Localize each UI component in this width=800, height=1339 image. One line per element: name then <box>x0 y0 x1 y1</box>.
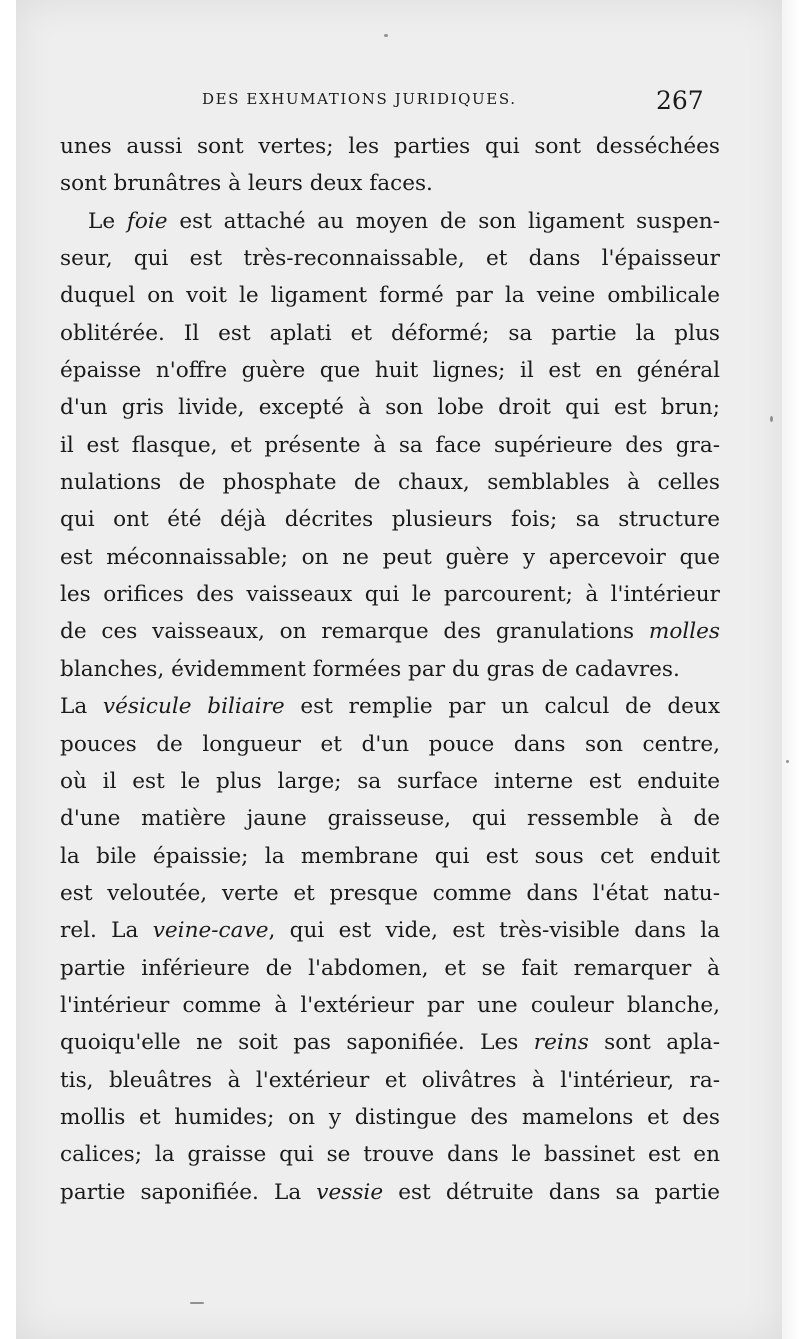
text-line <box>60 875 720 912</box>
text-segment: est détruite dans sa partie <box>383 1179 720 1205</box>
text-segment: , qui est vide, est très-visible dans la <box>268 918 720 944</box>
text-segment: d'une matière jaune graisseuse, qui ressemble à de <box>60 806 720 832</box>
text-segment: où il est le plus large; sa surface interne est enduite <box>60 768 720 794</box>
text-segment: La <box>60 694 103 720</box>
italic-term: vésicule biliaire <box>102 694 285 720</box>
text-segment: qui ont été déjà décrites plusieurs fois; sa structure <box>60 507 720 533</box>
text-segment: duquel on voit le ligament formé par la veine ombilicale <box>60 283 720 309</box>
text-line <box>60 501 720 538</box>
text-segment: blanches, évidemment formées par du gras de cadavres. <box>60 656 680 682</box>
text-segment: partie saponifiée. La <box>60 1179 317 1205</box>
text-segment: rel. La <box>60 918 153 944</box>
text-line <box>60 688 720 725</box>
print-speck <box>786 760 789 763</box>
text-segment: la bile épaissie; la membrane qui est sous cet enduit <box>60 843 720 869</box>
text-segment: unes aussi sont vertes; les parties qui sont desséchées <box>60 134 720 159</box>
text-segment: pouces de longueur et d'un pouce dans son centre, <box>60 731 720 757</box>
text-line <box>60 240 720 277</box>
text-line <box>60 912 720 949</box>
italic-term: foie <box>126 208 168 234</box>
text-segment: est remplie par un calcul de deux <box>284 694 721 720</box>
text-segment: d'un gris livide, excepté à son lobe droit qui est brun; <box>60 395 720 421</box>
print-speck <box>384 34 388 37</box>
text-segment: les orifices des vaisseaux qui le parcourent; à l'intérieur <box>60 582 720 608</box>
text-line <box>60 389 720 426</box>
body-text <box>60 128 720 1211</box>
print-speck <box>190 1302 204 1304</box>
text-line <box>60 613 720 650</box>
text-line <box>60 651 720 688</box>
text-line <box>60 950 720 987</box>
text-line <box>60 763 720 800</box>
text-line <box>60 165 720 202</box>
italic-term: reins <box>533 1030 589 1056</box>
text-segment: sont brunâtres à leurs deux faces. <box>60 171 433 197</box>
print-speck <box>770 416 773 422</box>
text-line <box>60 726 720 763</box>
text-line <box>60 1099 720 1136</box>
text-segment: l'intérieur comme à l'extérieur par une couleur blanche, <box>60 992 720 1018</box>
text-line <box>60 277 720 314</box>
text-line <box>60 315 720 352</box>
text-line <box>60 352 720 389</box>
text-segment: oblitérée. Il est aplati et déformé; sa partie la plus <box>60 320 720 346</box>
page-header <box>42 86 762 126</box>
text-line <box>60 539 720 576</box>
text-line <box>60 128 720 165</box>
text-segment: épaisse n'offre guère que huit lignes; il est en général <box>60 358 720 384</box>
text-line <box>60 838 720 875</box>
italic-term: molles <box>648 619 720 645</box>
text-line <box>60 203 720 240</box>
italic-term: veine-cave <box>152 918 269 944</box>
text-line <box>60 576 720 613</box>
running-title: DES EXHUMATIONS JURIDIQUES. <box>202 90 517 108</box>
text-segment: de ces vaisseaux, on remarque des granulations <box>60 619 649 645</box>
text-segment: Le <box>88 208 127 234</box>
text-segment: seur, qui est très-reconnaissable, et dans l'épaisseur <box>60 246 720 272</box>
text-segment: il est flasque, et présente à sa face supérieure des gra- <box>60 432 720 458</box>
text-segment: est méconnaissable; on ne peut guère y apercevoir que <box>60 544 720 570</box>
text-line <box>60 1024 720 1061</box>
text-segment: est attaché au moyen de son ligament suspen- <box>167 208 721 234</box>
page-number: 267 <box>656 86 704 115</box>
text-line <box>60 1062 720 1099</box>
italic-term: vessie <box>316 1179 384 1205</box>
text-line <box>60 1174 720 1211</box>
text-segment: calices; la graisse qui se trouve dans le bassinet est en <box>60 1142 720 1168</box>
text-segment: sont apla- <box>588 1030 721 1056</box>
page-edge <box>782 0 800 1339</box>
text-segment: est veloutée, verte et presque comme dans l'état natu- <box>60 880 720 906</box>
text-line <box>60 427 720 464</box>
text-line <box>60 800 720 837</box>
text-segment: partie inférieure de l'abdomen, et se fait remarquer à <box>60 955 720 981</box>
text-line <box>60 464 720 501</box>
text-segment: quoiqu'elle ne soit pas saponifiée. Les <box>60 1030 534 1056</box>
text-segment: nulations de phosphate de chaux, semblables à celles <box>60 470 720 496</box>
text-segment: mollis et humides; on y distingue des mamelons et des <box>60 1104 720 1130</box>
text-line <box>60 1136 720 1173</box>
text-segment: tis, bleuâtres à l'extérieur et olivâtres à l'intérieur, ra- <box>60 1067 720 1093</box>
text-line <box>60 987 720 1024</box>
